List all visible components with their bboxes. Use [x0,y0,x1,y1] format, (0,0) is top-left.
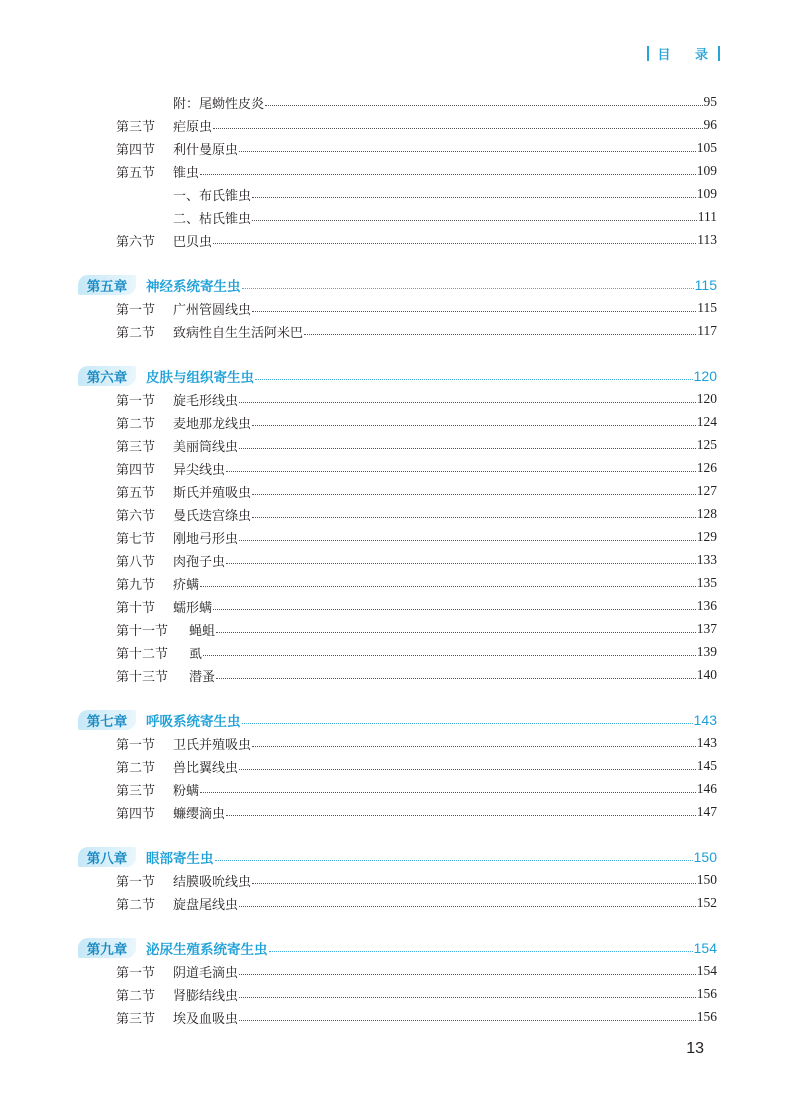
dot-leader [239,448,696,449]
toc-entry-row[interactable] [0,504,800,524]
section-number: 第五节 [116,485,156,501]
dot-leader [239,906,696,907]
dot-leader [239,151,696,152]
dot-leader [252,425,696,426]
entry-title: 阴道毛滴虫 [173,965,239,981]
chapter-number-badge: 第七章 [78,710,136,730]
toc-entry-row[interactable] [0,756,800,776]
chapter-number-badge: 第六章 [78,366,136,386]
header-title: 目 录 [657,48,718,63]
dot-leader [265,105,702,106]
dot-leader [226,815,696,816]
page-ref: 111 [697,209,717,224]
dot-leader [252,494,696,495]
toc-entry-row[interactable] [0,642,800,662]
toc-entry-row[interactable] [0,573,800,593]
section-number: 第二节 [116,416,156,432]
page-ref: 156 [696,1009,717,1024]
entry-title: 附：尾蚴性皮炎 [173,96,265,112]
dot-leader [213,128,702,129]
section-number: 第一节 [116,393,156,409]
entry-title: 二、枯氏锥虫 [173,211,252,227]
entry-title: 虱 [189,646,203,662]
dot-leader [226,471,696,472]
page-ref: 139 [696,644,717,659]
page-ref: 109 [696,186,717,201]
section-number: 第十节 [116,600,156,616]
page-ref: 137 [696,621,717,636]
section-number: 第四节 [116,462,156,478]
page-ref: 147 [696,804,717,819]
section-number: 第一节 [116,302,156,318]
page-ref: 150 [696,872,717,887]
dot-leader [252,883,696,884]
entry-title: 旋毛形线虫 [173,393,239,409]
toc-entry-row[interactable] [0,1007,800,1027]
entry-title: 斯氏并殖吸虫 [173,485,252,501]
page-ref: 120 [693,368,717,384]
section-number: 第六节 [116,508,156,524]
dot-leader [252,311,696,312]
entry-title: 潜蚤 [189,669,216,685]
dot-leader [226,563,696,564]
toc-entry-row[interactable] [0,961,800,981]
page-ref: 156 [696,986,717,1001]
entry-title: 利什曼原虫 [173,142,239,158]
page-ref: 115 [697,300,717,315]
entry-title: 异尖线虫 [173,462,226,478]
page-ref: 143 [693,712,717,728]
toc-entry-row[interactable] [0,321,800,341]
entry-title: 巴贝虫 [173,234,213,250]
section-number: 第八节 [116,554,156,570]
page-ref: 105 [696,140,717,155]
page-ref: 150 [693,849,717,865]
page-ref: 125 [696,437,717,452]
chapter-title: 神经系统寄生虫 [146,279,241,295]
page-ref: 127 [696,483,717,498]
dot-leader [216,632,696,633]
section-number: 第十二节 [116,646,169,662]
page-ref: 109 [696,163,717,178]
section-number: 第二节 [116,897,156,913]
toc-entry-row[interactable] [0,115,800,135]
dot-leader [252,746,696,747]
page-ref: 128 [696,506,717,521]
page-ref: 113 [697,232,717,247]
entry-title: 蝇蛆 [189,623,216,639]
dot-leader [269,951,693,952]
entry-title: 致病性自生生活阿米巴 [173,325,304,341]
page-header [647,44,720,63]
section-number: 第七节 [116,531,156,547]
toc-entry-row[interactable] [0,138,800,158]
section-number: 第三节 [116,119,156,135]
section-number: 第十一节 [116,623,169,639]
toc-entry-row[interactable] [0,596,800,616]
toc-entry-row[interactable] [0,298,800,318]
section-number: 第四节 [116,142,156,158]
entry-title: 卫氏并殖吸虫 [173,737,252,753]
dot-leader [304,334,696,335]
section-number: 第一节 [116,874,156,890]
section-number: 第五节 [116,165,156,181]
dot-leader [239,997,696,998]
dot-leader [203,655,696,656]
dot-leader [200,792,696,793]
entry-title: 广州管圆线虫 [173,302,252,318]
section-number: 第二节 [116,760,156,776]
dot-leader [239,402,696,403]
entry-title: 疟原虫 [173,119,213,135]
dot-leader [239,769,696,770]
toc-entry-row[interactable] [0,733,800,753]
section-number: 第三节 [116,1011,156,1027]
chapter-title: 皮肤与组织寄生虫 [146,370,254,386]
entry-title: 曼氏迭宫绦虫 [173,508,252,524]
page-ref: 117 [697,323,717,338]
entry-title: 蠕形螨 [173,600,213,616]
toc-chapter-row[interactable] [0,938,800,958]
entry-title: 锥虫 [173,165,200,181]
toc-entry-row[interactable] [0,481,800,501]
entry-title: 粉螨 [173,783,200,799]
page-ref: 129 [696,529,717,544]
dot-leader [213,609,696,610]
dot-leader [213,243,696,244]
entry-title: 埃及血吸虫 [173,1011,239,1027]
dot-leader [239,540,696,541]
header-left-bar [647,46,649,61]
page-ref: 146 [696,781,717,796]
entry-title: 肾膨结线虫 [173,988,239,1004]
dot-leader [216,678,696,679]
section-number: 第二节 [116,325,156,341]
entry-title: 麦地那龙线虫 [173,416,252,432]
page-ref: 120 [696,391,717,406]
entry-title: 肉孢子虫 [173,554,226,570]
page-ref: 152 [696,895,717,910]
toc-entry-row[interactable] [0,412,800,432]
page-ref: 154 [696,963,717,978]
toc-entry-row[interactable] [0,619,800,639]
chapter-number-badge: 第八章 [78,847,136,867]
section-number: 第九节 [116,577,156,593]
page-ref: 96 [703,117,717,132]
toc-chapter-row[interactable] [0,710,800,730]
section-number: 第二节 [116,988,156,1004]
dot-leader [242,723,693,724]
page-ref: 154 [693,940,717,956]
toc-entry-row[interactable] [0,389,800,409]
entry-title: 蠊缨滴虫 [173,806,226,822]
toc-entry-row[interactable] [0,984,800,1004]
toc-entry-row[interactable] [0,527,800,547]
toc-entry-row[interactable] [0,779,800,799]
section-number: 第十三节 [116,669,169,685]
page-ref: 95 [703,94,717,109]
page-ref: 145 [696,758,717,773]
dot-leader [215,860,693,861]
toc-entry-row[interactable] [0,802,800,822]
page-ref: 124 [696,414,717,429]
toc-entry-row[interactable] [0,230,800,250]
section-number: 第一节 [116,965,156,981]
chapter-title: 泌尿生殖系统寄生虫 [146,942,268,958]
entry-title: 疥螨 [173,577,200,593]
toc-entry-row[interactable] [0,550,800,570]
dot-leader [252,517,696,518]
page-ref: 133 [696,552,717,567]
page-ref: 143 [696,735,717,750]
header-right-bar [718,46,720,61]
page-ref: 140 [696,667,717,682]
toc-entry-row[interactable] [0,665,800,685]
section-number: 第四节 [116,806,156,822]
toc-entry-row[interactable] [0,870,800,890]
dot-leader [200,586,696,587]
dot-leader [252,197,696,198]
dot-leader [239,1020,696,1021]
toc-chapter-row[interactable] [0,275,800,295]
section-number: 第一节 [116,737,156,753]
section-number: 第三节 [116,783,156,799]
page-ref: 135 [696,575,717,590]
toc-entry-row[interactable] [0,893,800,913]
entry-title: 兽比翼线虫 [173,760,239,776]
dot-leader [252,220,697,221]
entry-title: 刚地弓形虫 [173,531,239,547]
chapter-number-badge: 第五章 [78,275,136,295]
dot-leader [239,974,696,975]
chapter-title: 眼部寄生虫 [146,851,214,867]
toc-entry-row[interactable] [0,207,800,227]
entry-title: 结膜吸吮线虫 [173,874,252,890]
chapter-number-badge: 第九章 [78,938,136,958]
page-ref: 136 [696,598,717,613]
toc-entry-row[interactable] [0,435,800,455]
page-ref: 115 [694,277,717,293]
dot-leader [242,288,694,289]
dot-leader [255,379,693,380]
toc-entry-row[interactable] [0,92,800,112]
entry-title: 美丽筒线虫 [173,439,239,455]
toc-chapter-row[interactable] [0,847,800,867]
page-ref: 126 [696,460,717,475]
section-number: 第六节 [116,234,156,250]
toc-entry-row[interactable] [0,458,800,478]
chapter-title: 呼吸系统寄生虫 [146,714,241,730]
page-number: 13 [686,1040,704,1057]
entry-title: 旋盘尾线虫 [173,897,239,913]
section-number: 第三节 [116,439,156,455]
entry-title: 一、布氏锥虫 [173,188,252,204]
dot-leader [200,174,696,175]
toc-entry-row[interactable] [0,184,800,204]
toc-entry-row[interactable] [0,161,800,181]
toc-chapter-row[interactable] [0,366,800,386]
